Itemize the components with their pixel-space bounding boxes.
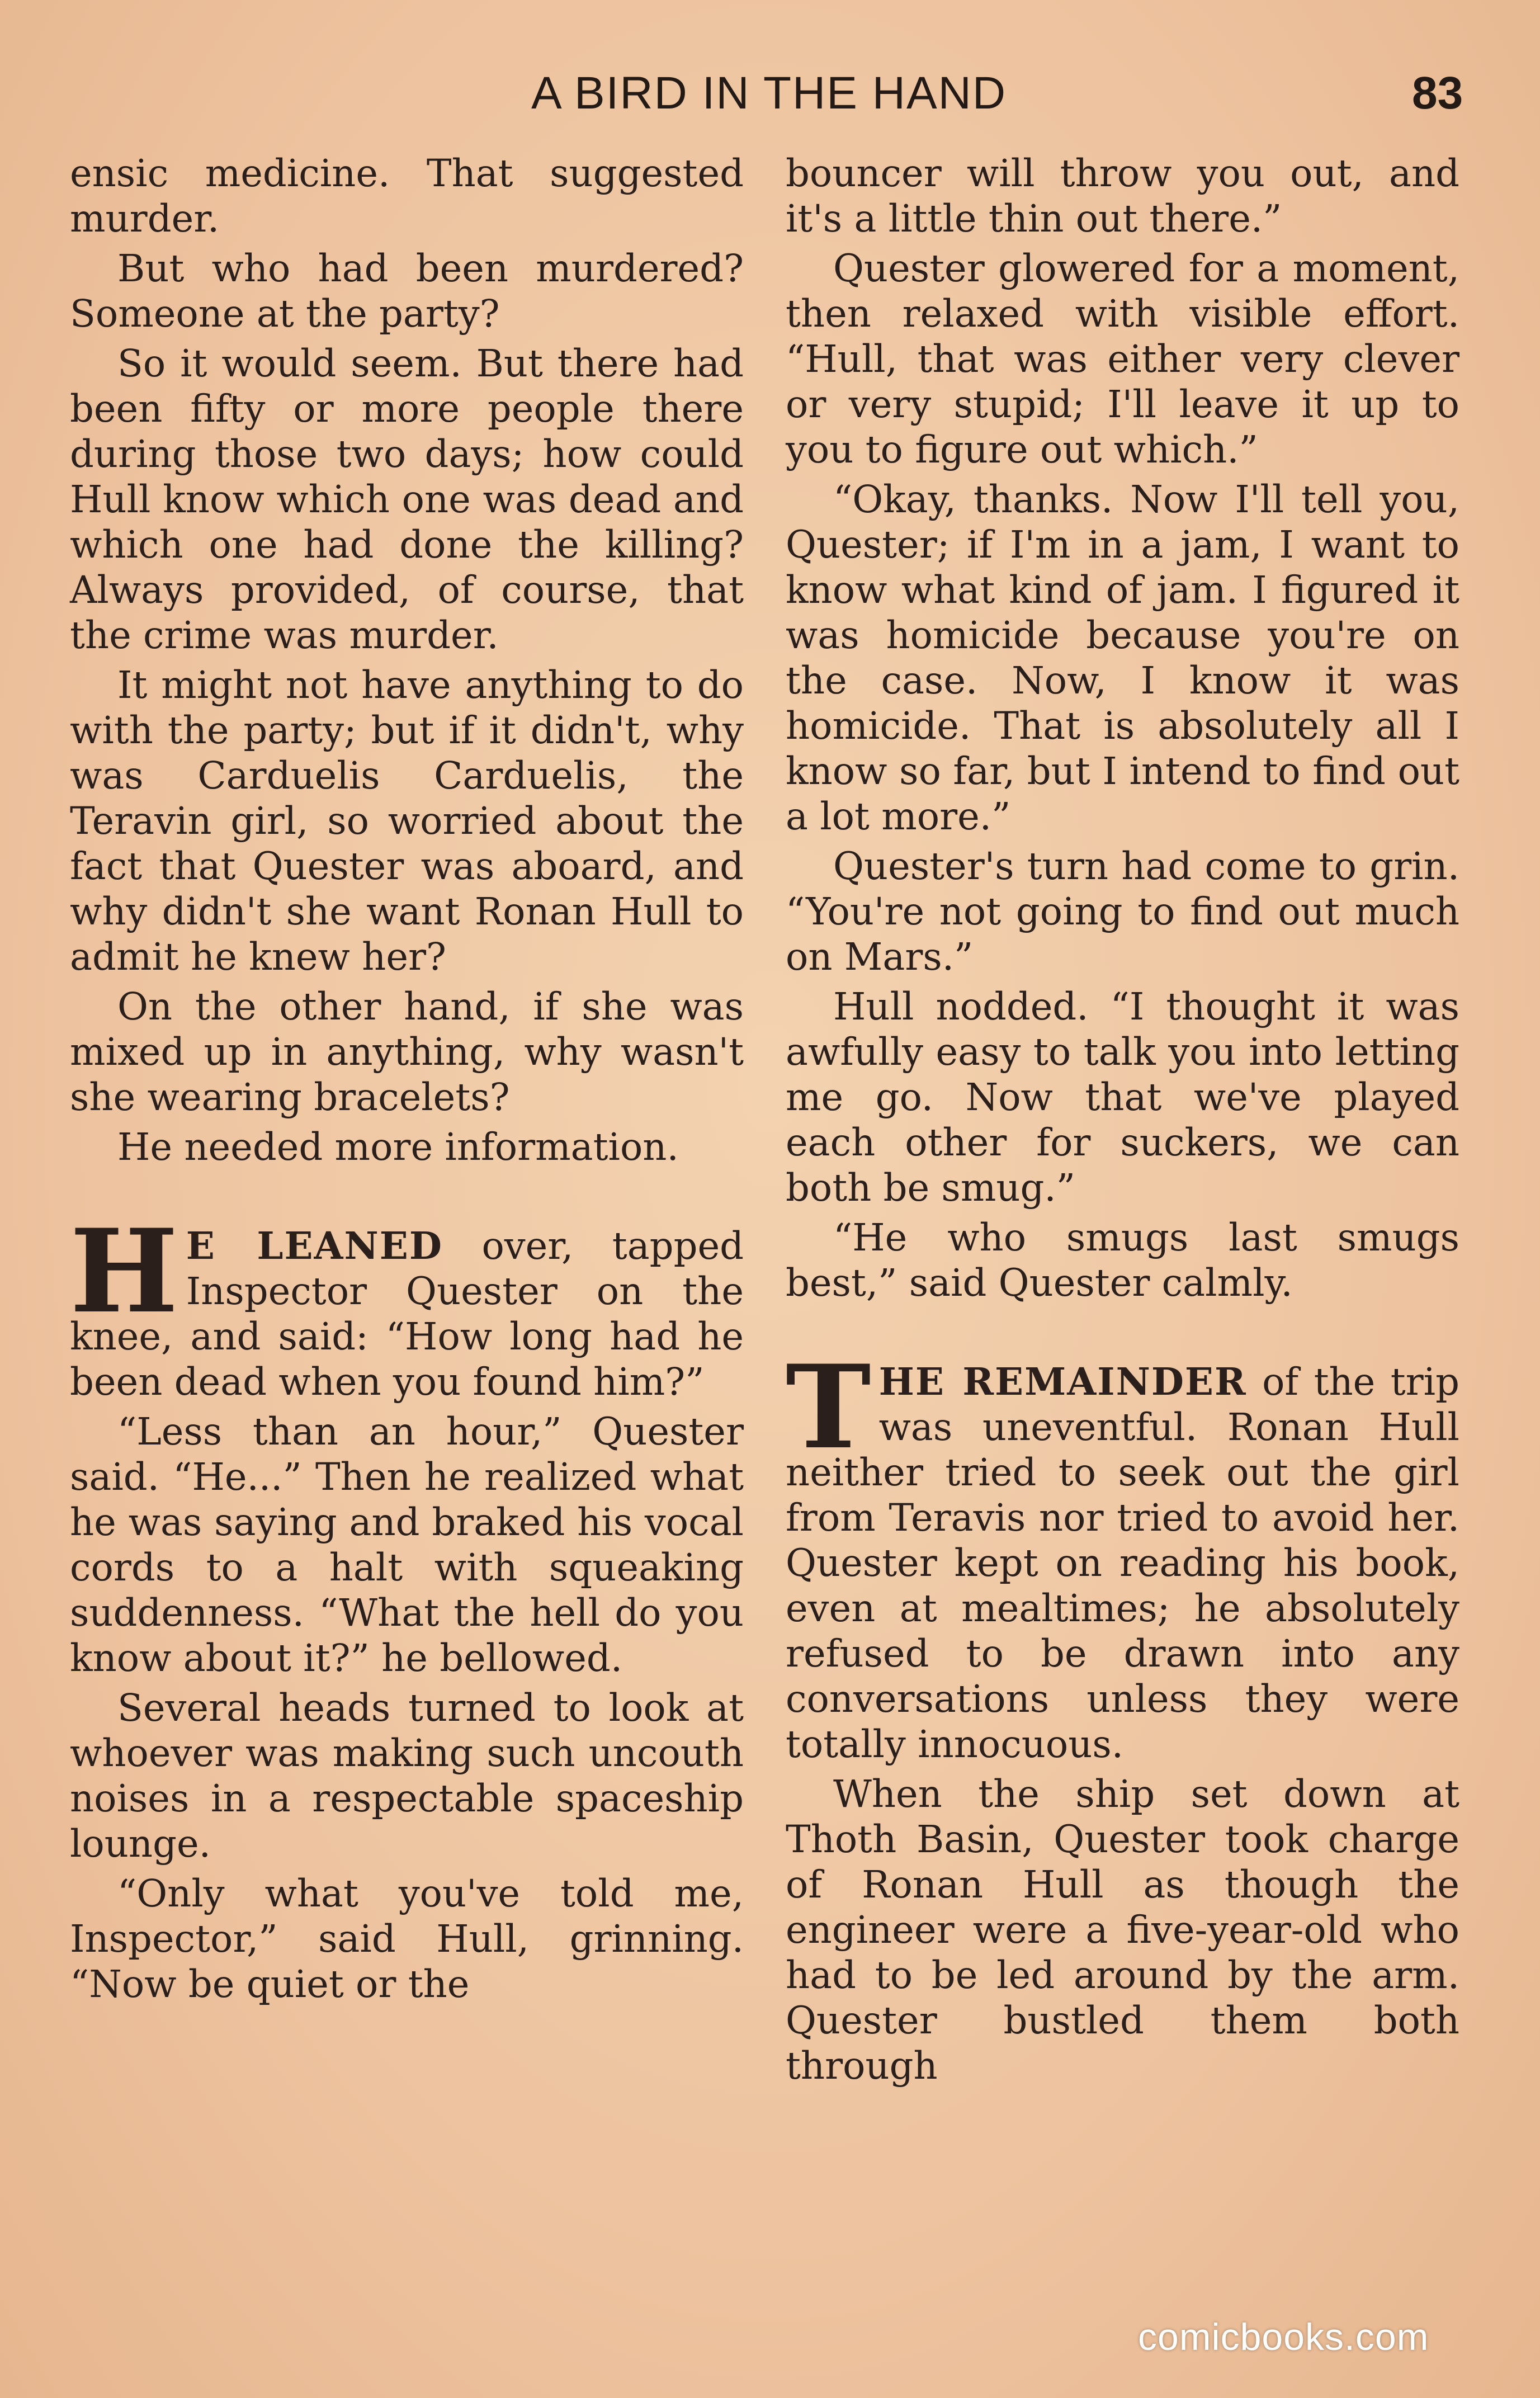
paragraph-text: of the trip was uneventful. Ronan Hull neither tried to seek out the girl from Teravis nor tried to avoid her. Quester kept on reading his book, even at mealtimes; he absolutely refused to be drawn into any conversations unless they were totally innocuous.	[786, 1360, 1459, 1766]
paragraph: “Only what you've told me, Inspector,” said Hull, grinning. “Now be quiet or the	[70, 1872, 744, 2006]
section-opening-paragraph	[70, 1205, 744, 1405]
paragraph: ensic medicine. That suggested murder.	[70, 152, 744, 240]
paragraph: bouncer will throw you out, and it's a little thin out there.”	[786, 152, 1459, 240]
paragraph: “He who smugs last smugs best,” said Quester calmly.	[786, 1216, 1459, 1305]
paragraph: So it would seem. But there had been fifty or more people there during those two days; how could Hull know which one was dead and which one had done the killing? Always provided, of course, that the crime was murder.	[70, 342, 744, 657]
running-title: A BIRD IN THE HAND	[531, 68, 1007, 119]
section-opening-paragraph	[786, 1340, 1459, 1767]
page-header	[0, 67, 1540, 129]
right-column	[786, 151, 1459, 2093]
paragraph: Hull nodded. “I thought it was awfully easy to talk you into letting me go. Now that we've played each other for suckers, we can both be smug.”	[786, 985, 1459, 1210]
paragraph: On the other hand, if she was mixed up in anything, why wasn't she wearing bracelets?	[70, 985, 744, 1119]
paragraph: When the ship set down at Thoth Basin, Quester took charge of Ronan Hull as though the engineer were a five-year-old who had to be led around by the arm. Quester bustled them both through	[786, 1772, 1459, 2088]
drop-cap: H	[70, 1205, 178, 1339]
paragraph: Quester glowered for a moment, then relaxed with visible effort. “Hull, that was either very clever or very stupid; I'll leave it up to you to figure out which.”	[786, 247, 1459, 471]
paragraph: “Okay, thanks. Now I'll tell you, Quester; if I'm in a jam, I want to know what kind of jam. I figured it was homicide because you're on the case. Now, I know it was homicide. That is absolutely all I know so far, but I intend to find out a lot more.”	[786, 478, 1459, 838]
paragraph: But who had been murdered? Someone at the party?	[70, 247, 744, 336]
lead-in-caps: E LEANED	[186, 1224, 443, 1268]
paragraph-text: over, tapped Inspector Quester on the knee, and said: “How long had he been dead when you found him?”	[70, 1224, 744, 1404]
page-number: 83	[1412, 68, 1463, 119]
lead-in-caps: HE REMAINDER	[878, 1360, 1247, 1404]
paragraph: “Less than an hour,” Quester said. “He...” Then he realized what he was saying and braked his vocal cords to a halt with squeaking suddenness. “What the hell do you know about it?” he bellowed.	[70, 1410, 744, 1680]
paragraph: He needed more information.	[117, 1125, 679, 1169]
paragraph: Several heads turned to look at whoever was making such uncouth noises in a respectable spaceship lounge.	[70, 1686, 744, 1866]
paragraph: Quester's turn had come to grin. “You're not going to find out much on Mars.”	[786, 844, 1459, 979]
drop-cap: T	[786, 1340, 871, 1475]
paragraph: It might not have anything to do with the party; but if it didn't, why was Carduelis Carduelis, the Teravin girl, so worried about the fact that Quester was aboard, and why didn't she want Ronan Hull to admit he knew her?	[70, 663, 744, 979]
site-watermark: comicbooks.com	[1138, 2316, 1429, 2358]
left-column	[70, 151, 744, 2012]
